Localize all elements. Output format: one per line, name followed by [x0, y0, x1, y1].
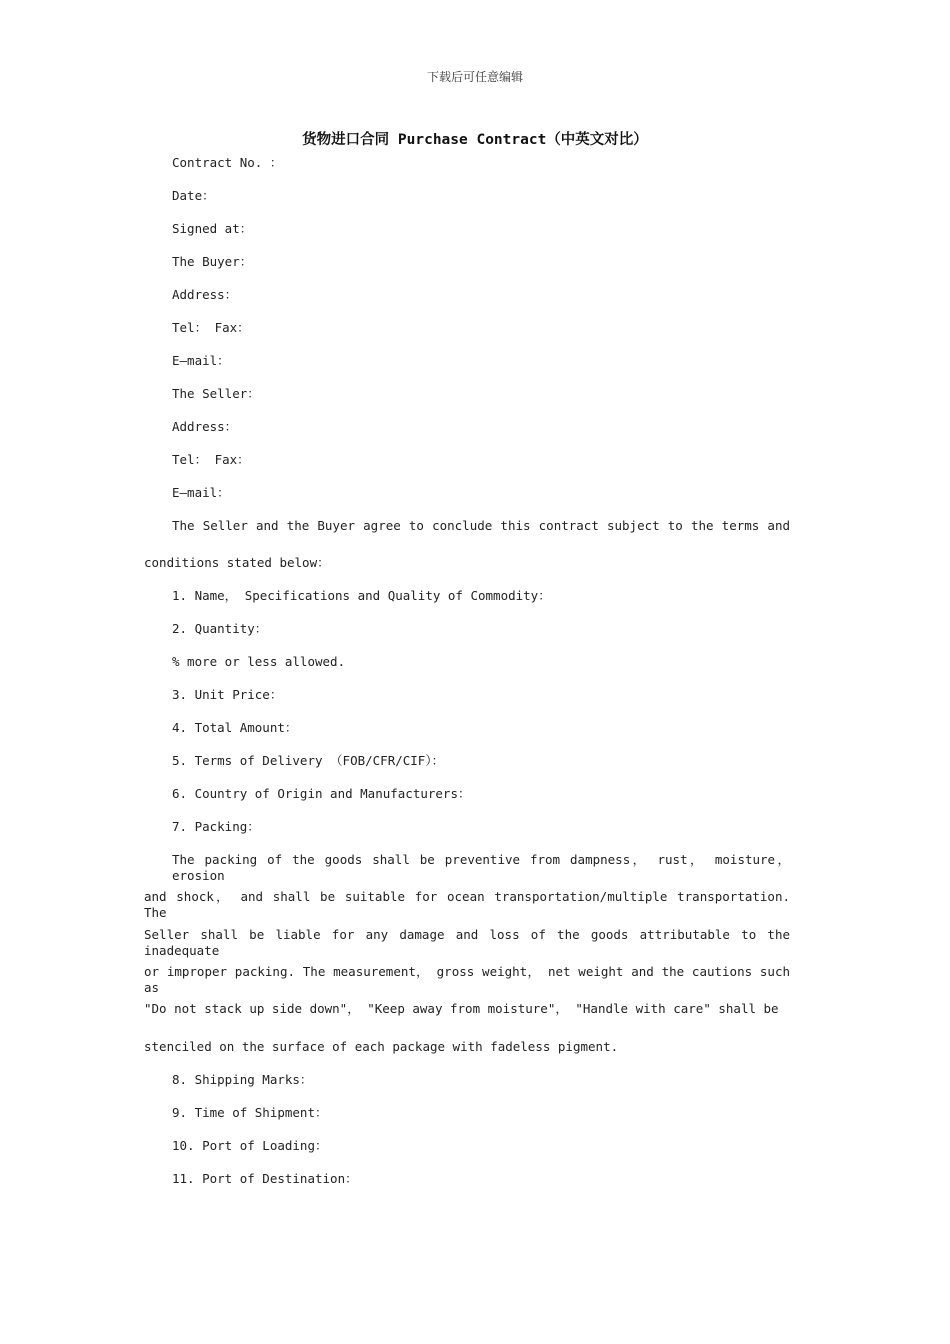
- clause-11: 11. Port of Destination：: [172, 1171, 358, 1186]
- clause-10: 10. Port of Loading：: [172, 1138, 328, 1153]
- clause-6: 6. Country of Origin and Manufacturers：: [172, 786, 471, 801]
- document-title: 货物进口合同 Purchase Contract（中英文对比）: [302, 132, 648, 148]
- field-contract-no: Contract No. ：: [172, 155, 283, 170]
- clause-5: 5. Terms of Delivery （FOB/CFR/CIF）：: [172, 753, 445, 768]
- intro-line-2: conditions stated below：: [144, 555, 330, 570]
- field-buyer-email: E—mail：: [172, 353, 230, 368]
- field-buyer-address: Address：: [172, 287, 238, 302]
- packing-line-2: and shock， and shall be suitable for ocean transportation/multiple transportation. The: [144, 889, 790, 920]
- packing-line-1: The packing of the goods shall be preventive from dampness， rust， moisture， erosion: [172, 852, 790, 883]
- clause-7: 7. Packing：: [172, 819, 260, 834]
- field-buyer-tel-fax: Tel： Fax：: [172, 320, 250, 335]
- field-signed-at: Signed at：: [172, 221, 253, 236]
- field-seller-email: E—mail：: [172, 485, 230, 500]
- intro-line-1: The Seller and the Buyer agree to conclude this contract subject to the terms and: [172, 518, 790, 533]
- packing-line-4: or improper packing. The measurement， gross weight， net weight and the cautions such as: [144, 964, 790, 995]
- clause-4: 4. Total Amount：: [172, 720, 298, 735]
- clause-8: 8. Shipping Marks：: [172, 1072, 313, 1087]
- field-seller-tel-fax: Tel： Fax：: [172, 452, 250, 467]
- field-seller: The Seller：: [172, 386, 260, 401]
- clause-2-note: % more or less allowed.: [172, 654, 346, 669]
- packing-line-3: Seller shall be liable for any damage and loss of the goods attributable to the inadequate: [144, 927, 790, 958]
- clause-9: 9. Time of Shipment：: [172, 1105, 328, 1120]
- header-note: 下载后可任意编辑: [426, 70, 523, 84]
- clause-2: 2. Quantity：: [172, 621, 268, 636]
- clause-1: 1. Name， Specifications and Quality of Commodity：: [172, 588, 551, 603]
- field-seller-address: Address：: [172, 419, 238, 434]
- clause-3: 3. Unit Price：: [172, 687, 283, 702]
- field-buyer: The Buyer：: [172, 254, 253, 269]
- field-date: Date：: [172, 188, 215, 203]
- packing-line-5: "Do not stack up side down"， "Keep away from moisture"， "Handle with care" shall be: [144, 1001, 779, 1016]
- packing-line-6: stenciled on the surface of each package with fadeless pigment.: [144, 1039, 619, 1054]
